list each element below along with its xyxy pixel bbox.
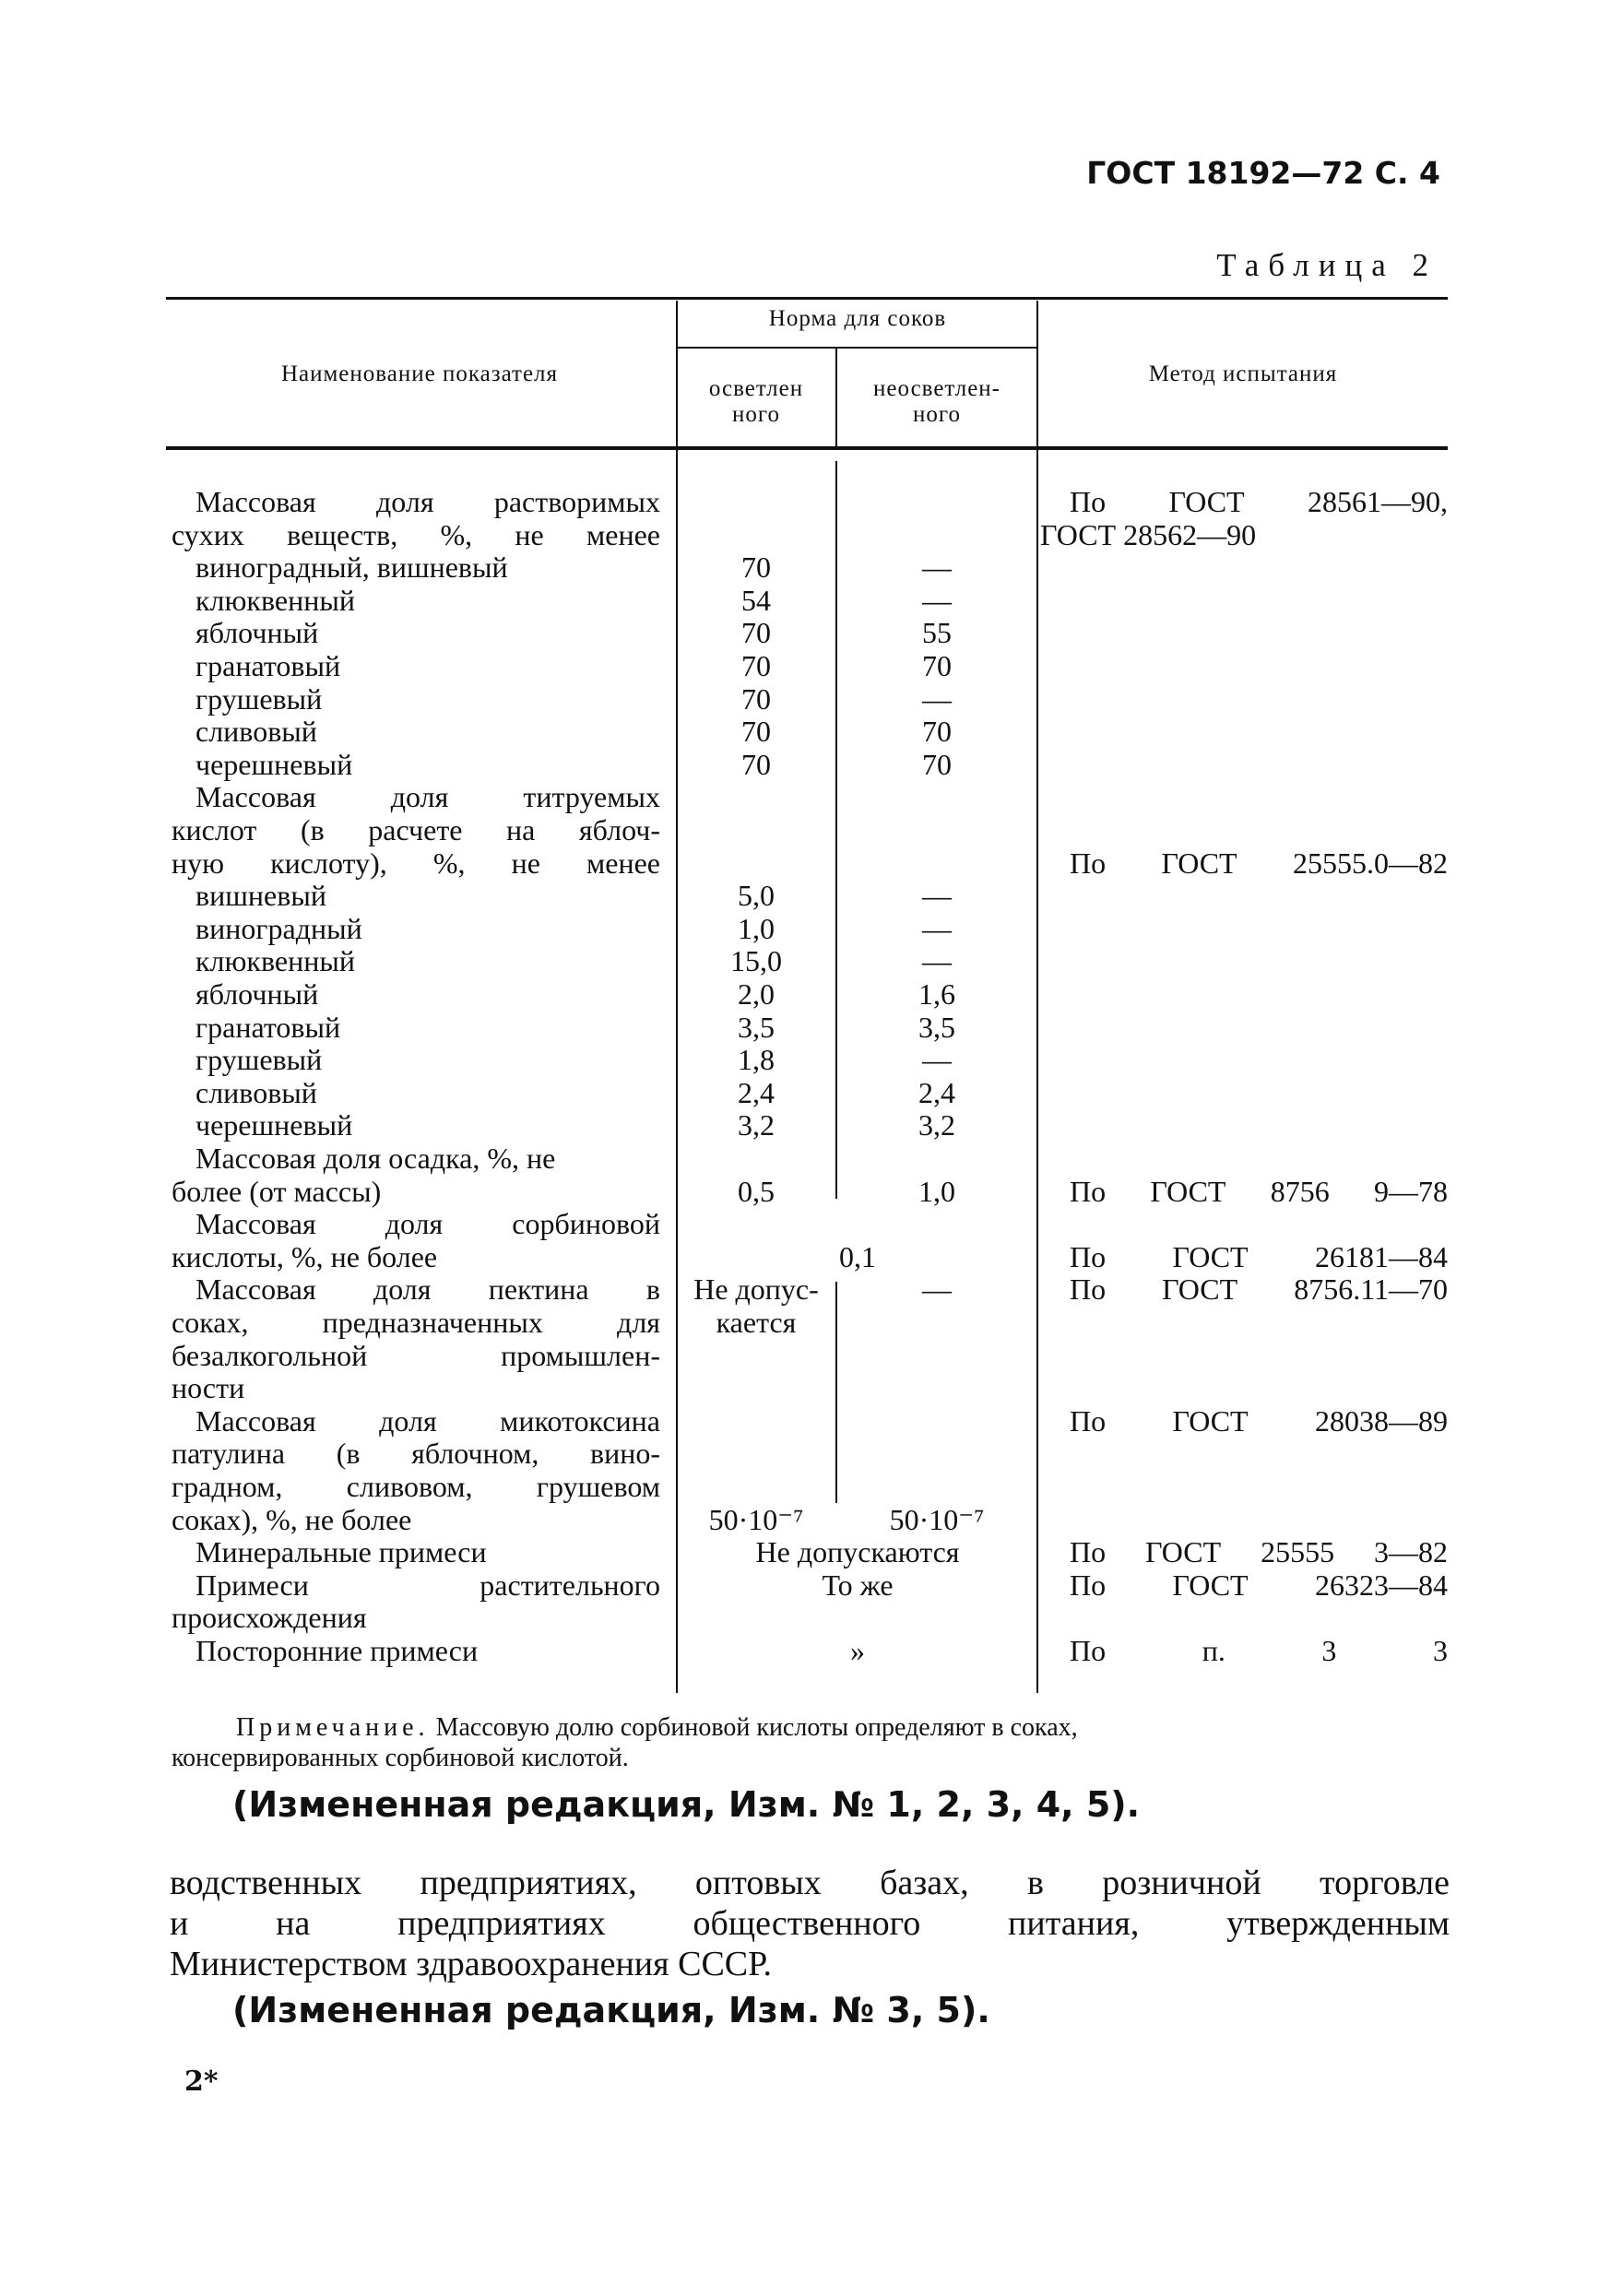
row-norm-unclarified: — [922, 682, 952, 716]
row-norm-unclarified: 1,6 [918, 977, 955, 1011]
edition-note-2: (Измененная редакция, Изм. № 3, 5). [232, 1990, 990, 2030]
row-norm-clarified: 70 [741, 616, 771, 649]
row-name: Массовая доля титруемых [195, 780, 660, 813]
row-method: По ГОСТ 8756 9—78 [1070, 1175, 1448, 1208]
row-norm-clarified: 70 [741, 715, 771, 748]
row-norm-unclarified: — [922, 584, 952, 617]
row-norm-merged: То же [822, 1568, 894, 1602]
row-name: вишневый [195, 879, 326, 912]
row-norm-unclarified: 3,2 [918, 1108, 955, 1142]
row-method: По ГОСТ 28561—90, [1070, 485, 1448, 518]
row-name: клюквенный [195, 944, 355, 977]
row-name: виноградный, вишневый [195, 550, 508, 584]
row-name: Массовая доля растворимых [195, 485, 660, 518]
row-norm-clarified: 54 [741, 584, 771, 617]
edition-note-1: (Измененная редакция, Изм. № 1, 2, 3, 4, 5). [232, 1784, 1141, 1825]
row-norm-unclarified: 55 [922, 616, 952, 649]
row-name: Примеси растительного [195, 1568, 660, 1602]
row-name: ную кислоту), %, не менее [172, 846, 660, 880]
row-norm-unclarified: 70 [922, 715, 952, 748]
row-name: Массовая доля сорбиновой [195, 1207, 660, 1240]
row-name: грушевый [195, 1043, 323, 1076]
row-method: По ГОСТ 28038—89 [1070, 1404, 1448, 1438]
row-name: Посторонние примеси [195, 1634, 479, 1667]
row-name: соках, предназначенных для [172, 1306, 660, 1339]
row-norm-clarified: 70 [741, 649, 771, 682]
row-name: Массовая доля пектина в [195, 1272, 660, 1306]
row-name: соках), %, не более [172, 1503, 412, 1536]
row-norm-clarified: 0,5 [738, 1175, 775, 1208]
row-norm-clarified: 50·10⁻⁷ [708, 1503, 804, 1536]
row-method: ГОСТ 28562—90 [1040, 518, 1257, 551]
row-norm-unclarified: 70 [922, 649, 952, 682]
row-name: Массовая доля микотоксина [195, 1404, 660, 1438]
header-unclarified-1: неосветлен- [872, 376, 1001, 401]
row-norm-clarified: 3,5 [738, 1011, 775, 1044]
row-name: Массовая доля осадка, %, не [195, 1142, 556, 1175]
row-method: По ГОСТ 26323—84 [1070, 1568, 1448, 1602]
row-name: клюквенный [195, 584, 355, 617]
row-method: По ГОСТ 25555.0—82 [1070, 846, 1448, 880]
header-norm: Норма для соков [768, 306, 947, 331]
table-label: Таблица 2 [1216, 247, 1438, 283]
row-norm-clarified: 2,0 [738, 977, 775, 1011]
header-name: Наименование показателя [280, 361, 559, 386]
table-top-rule [166, 297, 1448, 300]
header-clarified-1: осветлен [708, 376, 804, 401]
row-norm-clarified: Не допус- [693, 1272, 819, 1306]
row-name: гранатовый [195, 1011, 341, 1044]
row-norm-merged: 0,1 [839, 1240, 876, 1273]
row-method: По ГОСТ 26181—84 [1070, 1240, 1448, 1273]
row-norm-merged: Не допускаются [755, 1535, 960, 1568]
row-norm-unclarified: 1,0 [918, 1175, 955, 1208]
row-norm-unclarified: 3,5 [918, 1011, 955, 1044]
row-norm-unclarified: 50·10⁻⁷ [889, 1503, 985, 1536]
column-divider-3 [1036, 301, 1038, 1693]
paragraph-line-1: водственных предприятиях, оптовых базах, в розничной торговле [170, 1864, 1450, 1902]
header-unclarified-2: ного [912, 402, 961, 427]
note-line-1 [236, 1712, 1078, 1743]
page-number: 2* [184, 2065, 219, 2098]
row-method: По п. 3 3 [1070, 1634, 1448, 1667]
row-norm-clarified: кается [716, 1306, 797, 1339]
row-name: Минеральные примеси [195, 1535, 487, 1568]
row-norm-clarified: 15,0 [730, 944, 782, 977]
row-norm-clarified: 70 [741, 682, 771, 716]
row-name: виноградный [195, 912, 362, 945]
row-name: патулина (в яблочном, вино- [172, 1437, 660, 1470]
row-name: безалкогольной промышлен- [172, 1339, 660, 1372]
header-bottom-rule [166, 446, 1448, 450]
row-norm-unclarified: — [922, 879, 952, 912]
row-name: градном, сливовом, грушевом [172, 1470, 660, 1503]
column-divider-2-b [835, 1282, 837, 1503]
row-norm-unclarified: — [922, 1272, 952, 1306]
row-name: сливовый [195, 1076, 317, 1109]
row-norm-clarified: 1,0 [738, 912, 775, 945]
row-method: По ГОСТ 25555 3—82 [1070, 1535, 1448, 1568]
subheader-rule [676, 347, 1038, 349]
row-name: черешневый [195, 1108, 353, 1142]
row-norm-unclarified: 70 [922, 748, 952, 781]
row-name: яблочный [195, 616, 319, 649]
row-name: гранатовый [195, 649, 341, 682]
document-code: ГОСТ 18192—72 С. 4 [1086, 155, 1440, 191]
row-norm-clarified: 70 [741, 550, 771, 584]
row-norm-unclarified: — [922, 944, 952, 977]
row-norm-clarified: 5,0 [738, 879, 775, 912]
row-norm-unclarified: — [922, 1043, 952, 1076]
row-norm-clarified: 70 [741, 748, 771, 781]
row-name: кислоты, %, не более [172, 1240, 438, 1273]
note-lead: Примечание. [236, 1713, 430, 1742]
row-norm-clarified: 3,2 [738, 1108, 775, 1142]
row-name: грушевый [195, 682, 323, 716]
header-clarified-2: ного [731, 402, 780, 427]
note-text-1: Массовую долю сорбиновой кислоты определяют в соках, [435, 1713, 1078, 1742]
row-name: сливовый [195, 715, 317, 748]
row-name: ности [172, 1371, 245, 1404]
row-norm-unclarified: — [922, 912, 952, 945]
header-method: Метод испытания [1148, 361, 1338, 386]
row-name: происхождения [172, 1601, 367, 1634]
row-norm-unclarified: 2,4 [918, 1076, 955, 1109]
row-norm-unclarified: — [922, 550, 952, 584]
row-method: По ГОСТ 8756.11—70 [1070, 1272, 1448, 1306]
row-name: более (от массы) [172, 1175, 382, 1208]
paragraph-line-3: Министерством здравоохранения СССР. [170, 1945, 773, 1983]
row-name: яблочный [195, 977, 319, 1011]
row-norm-clarified: 2,4 [738, 1076, 775, 1109]
row-norm-merged: » [850, 1634, 865, 1667]
note-text-2: консервированных сорбиновой кислотой. [172, 1744, 629, 1772]
row-norm-clarified: 1,8 [738, 1043, 775, 1076]
row-name: кислот (в расчете на яблоч- [172, 813, 660, 846]
row-name: сухих веществ, %, не менее [172, 518, 660, 551]
row-name: черешневый [195, 748, 353, 781]
paragraph-line-2: и на предприятиях общественного питания, утвержденным [170, 1904, 1450, 1943]
